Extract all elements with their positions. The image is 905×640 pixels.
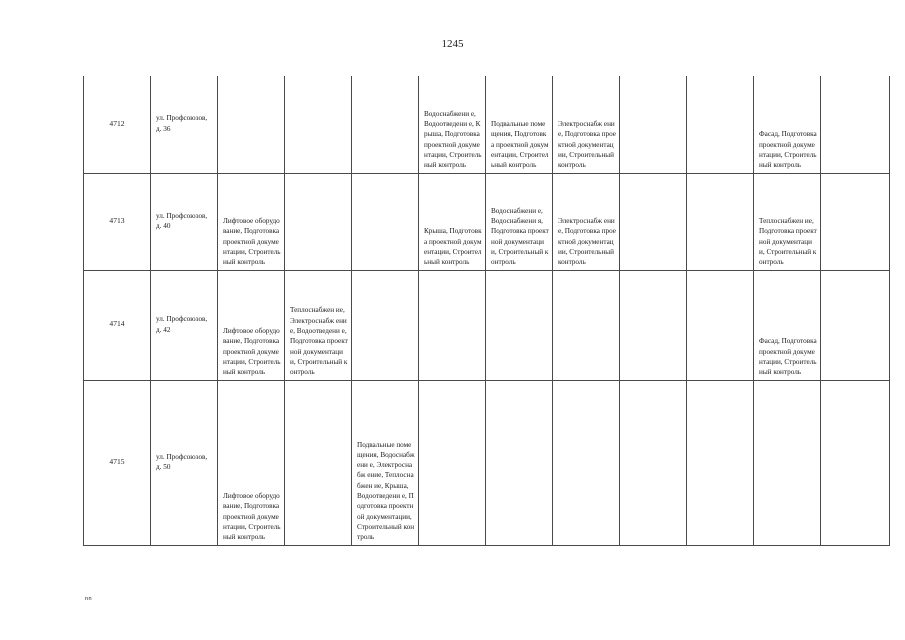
page-number: 1245 [441,38,464,50]
table-cell [419,270,486,380]
table-cell [352,76,419,173]
table-cell [620,76,687,173]
table-cell: Фасад, Подготовка проектной документации, Строительный контроль [754,270,821,380]
table-cell: Электроснабж ение, Подготовка проектной документации, Строительный контроль [553,76,620,173]
table-cell [486,380,553,545]
table-cell [285,173,352,270]
table-cell [620,270,687,380]
table-cell [352,173,419,270]
table-cell [687,270,754,380]
table-cell [754,380,821,545]
table-cell [553,380,620,545]
table-cell [620,380,687,545]
table-cell [285,380,352,545]
table-row [84,173,890,270]
row-address: ул. Профсоюзов, д. 40 [151,173,218,270]
row-address: ул. Профсоюзов, д. 42 [151,270,218,380]
row-address: ул. Профсоюзов, д. 36 [151,76,218,173]
table-cell [821,173,890,270]
row-number: 4714 [84,270,151,380]
table-cell [687,380,754,545]
table-cell [687,76,754,173]
table-cell [419,380,486,545]
table-cell: Лифтовое оборудование, Подготовка проектной документации, Строительный контроль [218,380,285,545]
table-cell [620,173,687,270]
table-cell: Крыша, Подготовка проектной документации, Строительный контроль [419,173,486,270]
table-cell [553,270,620,380]
table-cell [821,380,890,545]
row-number: 4715 [84,380,151,545]
repair-schedule-table [83,76,890,546]
table-cell: Водоснабжени е, Водоотведени е, Крыша, Подготовка проектной документации, Строительный контроль [419,76,486,173]
row-address: ул. Профсоюзов, д. 50 [151,380,218,545]
row-number: 4713 [84,173,151,270]
table-cell: Подвальные помещения, Водоснабжени е, Электроснабж ение, Теплоснабжен ие, Крыша, Водоотведени е, Подготовка проектной документации, Строительный контроль [352,380,419,545]
table-cell: Подвальные помещения, Подготовка проектной документации, Строительный контроль [486,76,553,173]
table-cell: Фасад, Подготовка проектной документации, Строительный контроль [754,76,821,173]
table-row [84,76,890,173]
table-cell [821,76,890,173]
table-cell [821,270,890,380]
table-row [84,380,890,545]
table-cell [285,76,352,173]
table-cell: Теплоснабжен ие, Подготовка проектной документации, Строительный контроль [754,173,821,270]
table-cell: Лифтовое оборудование, Подготовка проектной документации, Строительный контроль [218,270,285,380]
table-cell: Водоснабжени е, Водоснабжени я, Подготовка проектной документации, Строительный контроль [486,173,553,270]
row-number: 4712 [84,76,151,173]
table-cell [352,270,419,380]
table-cell [218,76,285,173]
table-row [84,270,890,380]
footer-mark: nn [85,596,93,602]
table-cell [687,173,754,270]
table-cell [486,270,553,380]
table-cell: Лифтовое оборудование, Подготовка проектной документации, Строительный контроль [218,173,285,270]
table-cell: Электроснабж ение, Подготовка проектной документации, Строительный контроль [553,173,620,270]
table-cell: Теплоснабжен ие, Электроснабж ение, Водоотведени е, Подготовка проектной документации, Строительный контроль [285,270,352,380]
